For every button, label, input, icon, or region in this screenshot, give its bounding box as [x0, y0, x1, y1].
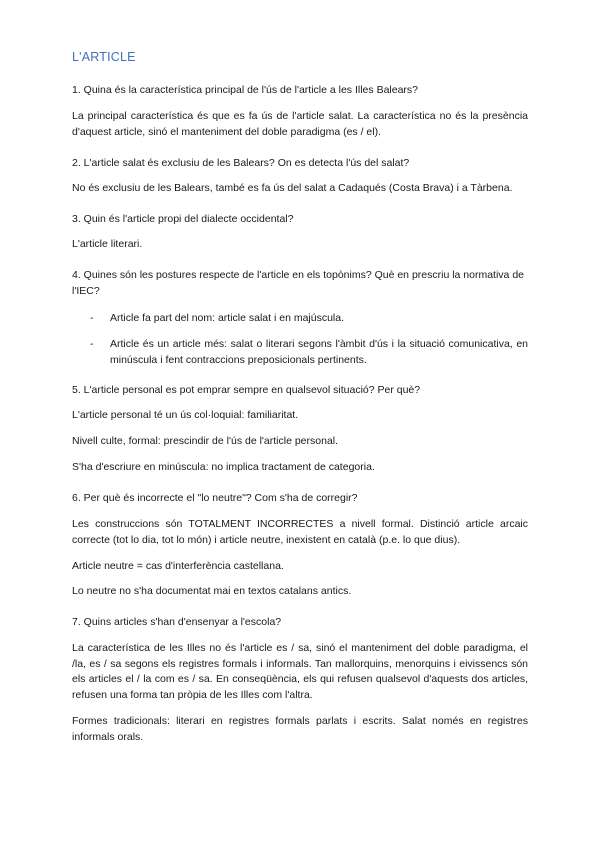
question-7: 7. Quins articles s'han d'ensenyar a l'escola?	[72, 616, 282, 628]
page-title: L'ARTICLE	[72, 50, 136, 64]
question-2: 2. L'article salat és exclusiu de les Balears? On es detecta l'ús del salat?	[72, 157, 410, 169]
question-3: 3. Quin és l'article propi del dialecte occidental?	[72, 213, 294, 225]
question-6: 6. Per què és incorrecte el "lo neutre"? Com s'ha de corregir?	[72, 492, 358, 504]
answer-6-2: Article neutre = cas d'interferència castellana.	[72, 560, 284, 572]
answer-6-3: Lo neutre no s'ha documentat mai en textos catalans antics.	[72, 585, 352, 597]
bullet-marker: -	[90, 312, 94, 324]
answer-2-1: No és exclusiu de les Balears, també es fa ús del salat a Cadaqués (Costa Brava) i a Tàrbena.	[72, 182, 513, 194]
question-1: 1. Quina és la característica principal de l'ús de l'article a les Illes Balears?	[72, 84, 419, 96]
answer-3-1: L'article literari.	[72, 238, 143, 250]
answer-7-1: La característica de les Illes no és l'article es / sa, sinó el manteniment del doble paradigma, el /la, es / sa segons els registres formals i informals. Tan mallorquins, menorquins i eivissencs són els articles el / la com es / sa. En conseqüència, els qui refusen qualsevol d'aquests dos articles, refusen una forma tan pròpia de les Illes com l'altra.	[72, 642, 528, 701]
bullet-item	[72, 337, 528, 368]
answer-5-2: Nivell culte, formal: prescindir de l'ús de l'article personal.	[72, 435, 339, 447]
question-4: 4. Quines són les postures respecte de l'article en els topònims? Què en prescriu la normativa de l'IEC?	[72, 269, 524, 297]
bullet-marker: -	[90, 338, 94, 350]
bullet-text: Article fa part del nom: article salat i en majúscula.	[110, 312, 345, 324]
answer-1-1: La principal característica és que es fa ús de l'article salat. La característica no és la presència d'aquest article, sinó el manteniment del doble paradigma (es / el).	[72, 110, 528, 138]
question-5: 5. L'article personal es pot emprar sempre en qualsevol situació? Per què?	[72, 384, 421, 396]
answer-7-2: Formes tradicionals: literari en registres formals parlats i escrits. Salat només en registres informals orals.	[72, 715, 528, 743]
bullet-item	[72, 311, 528, 327]
answer-5-3: S'ha d'escriure en minúscula: no implica tractament de categoria.	[72, 461, 375, 473]
answer-6-1: Les construccions són TOTALMENT INCORRECTES a nivell formal. Distinció article arcaic correcte (tot lo dia, tot lo món) i article neutre, inexistent en català (p.e. lo que dius).	[72, 518, 528, 546]
answer-5-1: L'article personal té un ús col·loquial: familiaritat.	[72, 409, 299, 421]
bullet-text: Article és un article més: salat o literari segons l'àmbit d'ús i la situació comunicativa, en minúscula i fent contraccions preposicionals pertinents.	[110, 338, 528, 366]
